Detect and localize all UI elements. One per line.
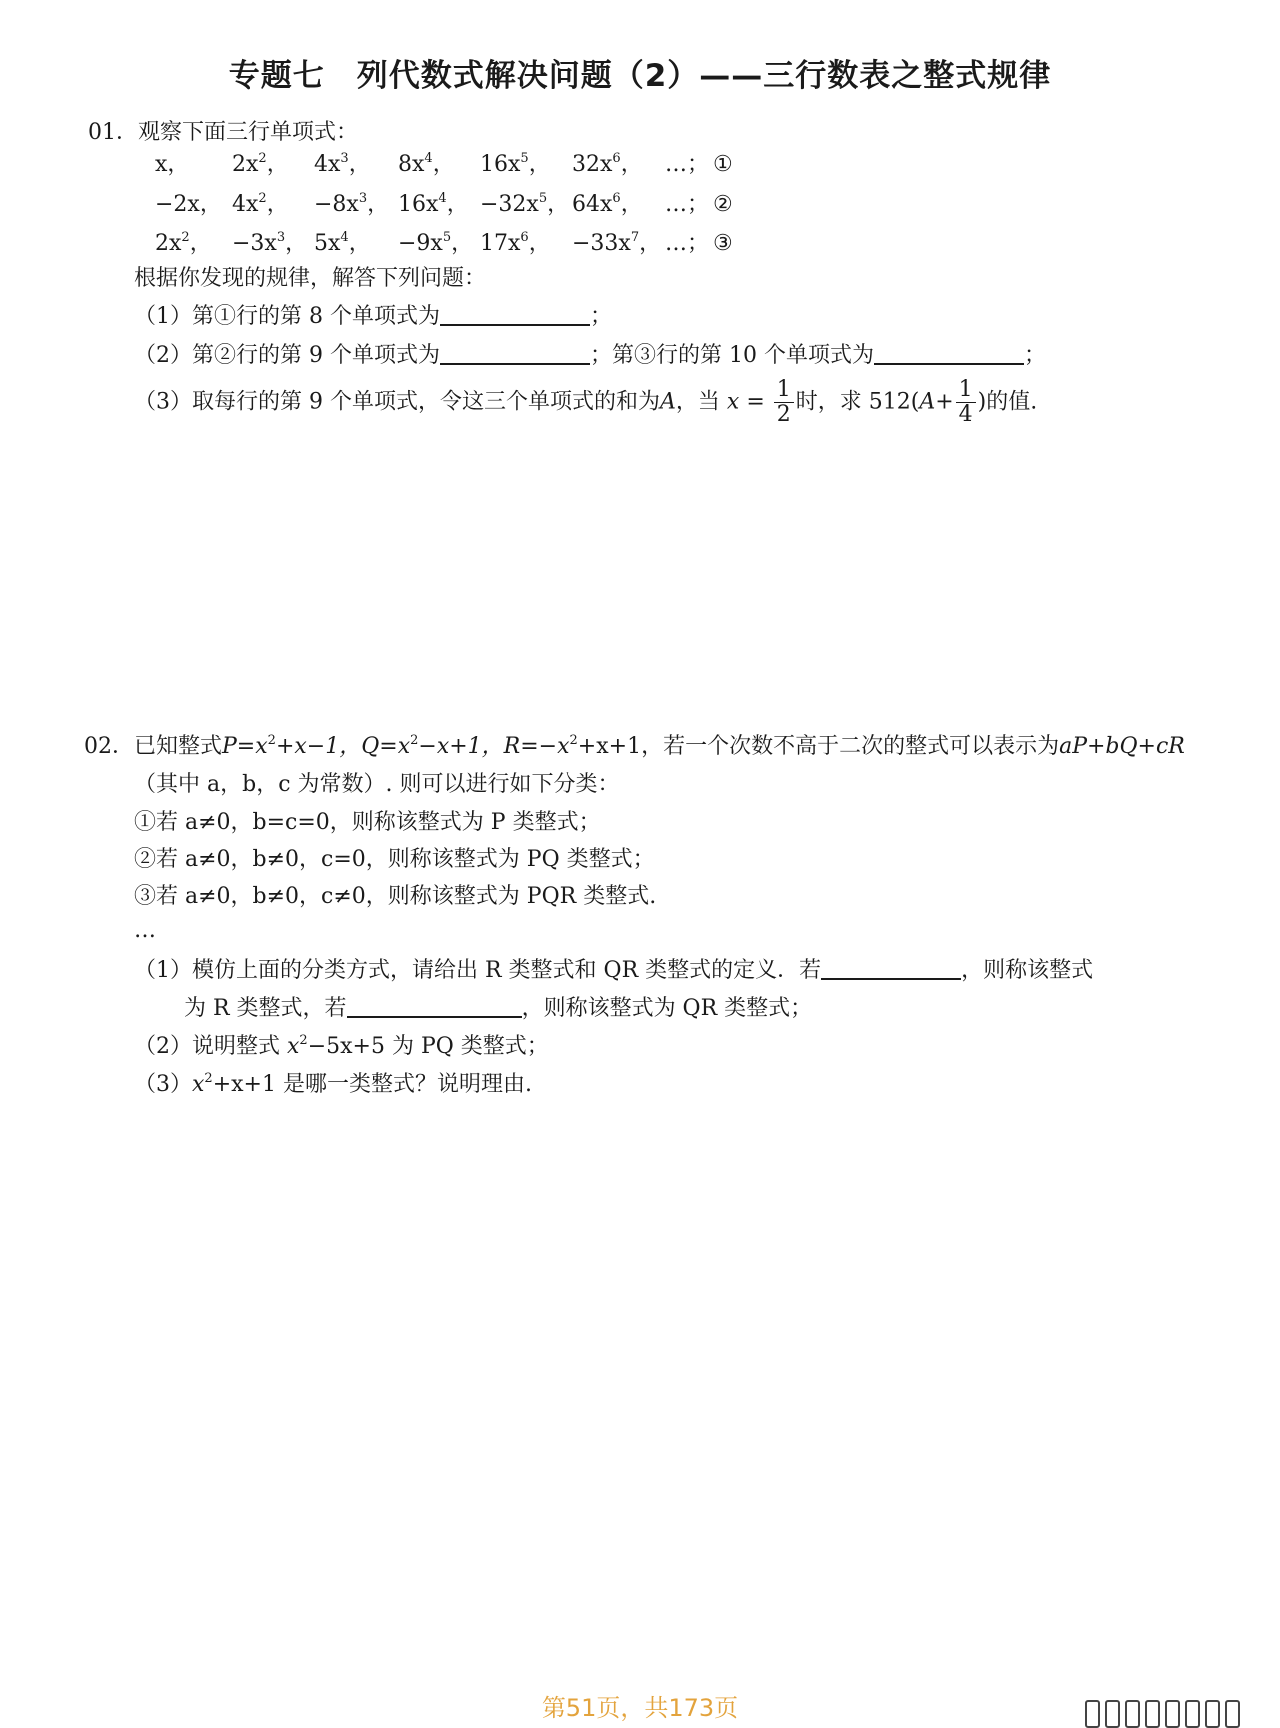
- monomial-exponent: 2: [181, 230, 190, 245]
- fraction-numerator: 1: [956, 378, 976, 403]
- monomial-term: $-32x^5$，: [480, 191, 570, 217]
- q1-part2: [134, 341, 1046, 371]
- var-A: A: [919, 389, 936, 415]
- monomial-exponent: 6: [612, 151, 621, 166]
- monomial-term: $-8x^3$，: [314, 191, 390, 217]
- q1-part2-text-a: （2）第②行的第 9 个单项式为: [134, 343, 440, 368]
- monomial-exponent: 3: [340, 151, 349, 166]
- q1-instruction: 根据你发现的规律，解答下列问题：: [134, 266, 487, 291]
- monomial-base: 32x: [572, 152, 613, 177]
- q2-ellipsis: …: [134, 918, 156, 943]
- q1-part2-text-b: ；第③行的第 10 个单项式为: [589, 343, 874, 368]
- monomial-exponent: 5: [520, 151, 529, 166]
- exponent: 2: [204, 1071, 213, 1086]
- q2-part2-text-a: （2）说明整式: [134, 1034, 280, 1059]
- var-x: x: [192, 1072, 205, 1097]
- q1-part3: [134, 378, 1037, 427]
- monomial-exponent: 5: [538, 191, 548, 206]
- exponent: 2: [299, 1033, 308, 1048]
- q2-part1-text-b: ，则称该整式: [961, 958, 1094, 983]
- monomial-term: $64x^6$，: [572, 191, 643, 217]
- monomial-term: $-3x^3$，: [232, 230, 308, 256]
- var-x: x: [287, 1034, 300, 1059]
- monomial-exponent: 6: [520, 230, 529, 245]
- monomial-base: −3x: [232, 231, 277, 256]
- q1-part2-end: ；: [1023, 343, 1046, 368]
- q1-part3-text-d: )的值.: [977, 389, 1038, 415]
- monomial-base: 5x: [314, 231, 341, 256]
- answer-blank[interactable]: [440, 302, 590, 326]
- monomial-base: x: [155, 152, 168, 177]
- q2-part3: [134, 1070, 532, 1100]
- q1-part3-text-c: 时，求 512(: [795, 389, 920, 415]
- q1-part3-text-a: （3）取每行的第 9 个单项式，令这三个单项式的和为: [134, 389, 660, 415]
- q2-part1-text-d: ，则称该整式为 QR 类整式；: [521, 996, 813, 1021]
- row-number-mark: ②: [713, 192, 733, 217]
- poly-Q: Q=x: [361, 734, 411, 759]
- monomial-base: 8x: [398, 152, 425, 177]
- monomial-base: 17x: [480, 231, 521, 256]
- monomial-term: $16x^5$，: [480, 151, 551, 177]
- plus-sign: +: [935, 389, 954, 415]
- fraction-one-quarter: [956, 378, 976, 427]
- q2-class-PQR: ③若 a≠0，b≠0，c≠0，则称该整式为 PQR 类整式.: [134, 884, 657, 909]
- row-ellipsis: …；: [665, 231, 710, 256]
- monomial-term: $5x^4$，: [314, 230, 371, 256]
- monomial-base: −32x: [480, 192, 539, 217]
- monomial-exponent: 2: [258, 191, 267, 206]
- exponent: 2: [267, 733, 276, 748]
- monomial-exponent: 6: [612, 191, 621, 206]
- q1-part1-text: （1）第①行的第 8 个单项式为: [134, 304, 440, 329]
- monomial-term: $4x^2$，: [232, 191, 289, 217]
- monomial-term: x，: [155, 152, 190, 177]
- monomial-base: 4x: [232, 192, 259, 217]
- monomial-term: $4x^3$，: [314, 151, 371, 177]
- monomial-base: 2x: [232, 152, 259, 177]
- answer-blank[interactable]: [821, 956, 961, 980]
- expression-aP-bQ-cR: aP+bQ+cR: [1059, 734, 1185, 759]
- row-ellipsis: …；: [665, 192, 710, 217]
- poly-P: P=x: [222, 734, 268, 759]
- monomial-exponent: 7: [630, 230, 640, 245]
- q1-part3-text-b: ，当: [675, 389, 720, 415]
- q2-class-P: ①若 a≠0，b=c=0，则称该整式为 P 类整式；: [134, 810, 601, 835]
- monomial-base: 2x: [155, 231, 182, 256]
- q2-part1-text-a: （1）模仿上面的分类方式，请给出 R 类整式和 QR 类整式的定义．若: [134, 958, 822, 983]
- monomial-exponent: 4: [424, 151, 433, 166]
- monomial-term: $32x^6$，: [572, 151, 643, 177]
- q2-class-PQ: ②若 a≠0，b≠0，c=0，则称该整式为 PQ 类整式；: [134, 847, 655, 872]
- fraction-one-half: [774, 378, 794, 427]
- fraction-denominator: 4: [958, 402, 973, 427]
- row-number-mark: ③: [713, 231, 733, 256]
- q2-number-text: 02．已知整式: [84, 734, 222, 759]
- monomial-exponent: 4: [438, 191, 447, 206]
- monomial-base: 16x: [398, 192, 439, 217]
- monomial-term: $8x^4$，: [398, 151, 455, 177]
- q1-intro: 01．观察下面三行单项式：: [88, 120, 358, 145]
- q2-part1-line1: [134, 956, 1093, 986]
- poly-R-rest: +x+1，若一个次数不高于二次的整式可以表示为: [577, 734, 1060, 759]
- q2-part1-text-c: 为 R 类整式，若: [184, 996, 347, 1021]
- exponent: 2: [569, 733, 578, 748]
- answer-blank[interactable]: [440, 341, 590, 365]
- q1-part1: [134, 302, 612, 332]
- equals-sign: =: [746, 389, 765, 415]
- monomial-term: $16x^4$，: [398, 191, 469, 217]
- monomial-term: $-9x^5$，: [398, 230, 474, 256]
- q2-intro-line1: [84, 732, 1185, 762]
- monomial-base: −9x: [398, 231, 443, 256]
- monomial-base: 16x: [480, 152, 521, 177]
- q2-part3-text: +x+1 是哪一类整式？说明理由.: [212, 1072, 532, 1097]
- q2-part2-text-b: −5x+5 为 PQ 类整式；: [307, 1034, 549, 1059]
- exponent: 2: [410, 733, 419, 748]
- q2-intro-line2: （其中 a，b，c 为常数）. 则可以进行如下分类：: [134, 772, 620, 797]
- monomial-base: −8x: [314, 192, 359, 217]
- row-ellipsis: …；: [665, 152, 710, 177]
- monomial-exponent: 3: [358, 191, 368, 206]
- answer-blank[interactable]: [874, 341, 1024, 365]
- q1-part1-end: ；: [589, 304, 612, 329]
- page-title: 专题七 列代数式解决问题（2）——三行数表之整式规律: [228, 58, 1052, 94]
- answer-blank[interactable]: [347, 994, 522, 1018]
- monomial-term: $17x^6$，: [480, 230, 551, 256]
- fraction-denominator: 2: [776, 402, 791, 427]
- fraction-numerator: 1: [774, 378, 794, 403]
- var-A: A: [659, 389, 676, 415]
- monomial-term: $2x^2$，: [155, 230, 212, 256]
- monomial-base: −2x: [155, 192, 200, 217]
- monomial-base: 64x: [572, 192, 613, 217]
- monomial-exponent: 5: [442, 230, 452, 245]
- row-number-mark: ①: [713, 152, 733, 177]
- var-x: x: [726, 389, 740, 415]
- monomial-exponent: 4: [340, 230, 349, 245]
- q2-part2: [134, 1032, 549, 1062]
- monomial-exponent: 2: [258, 151, 267, 166]
- monomial-base: 4x: [314, 152, 341, 177]
- monomial-term: −2x，: [155, 192, 222, 217]
- monomial-exponent: 3: [276, 230, 286, 245]
- poly-P-rest: +x−1，: [275, 734, 362, 759]
- poly-Q-rest: −x+1，: [418, 734, 504, 759]
- q2-part1-line2: [184, 994, 812, 1024]
- q2-part3-number: （3）: [134, 1072, 192, 1097]
- monomial-term: $-33x^7$，: [572, 230, 662, 256]
- monomial-term: $2x^2$，: [232, 151, 289, 177]
- poly-R: R=−x: [503, 734, 570, 759]
- monomial-base: −33x: [572, 231, 631, 256]
- page-number-footer: 第51页，共173页: [541, 1694, 739, 1722]
